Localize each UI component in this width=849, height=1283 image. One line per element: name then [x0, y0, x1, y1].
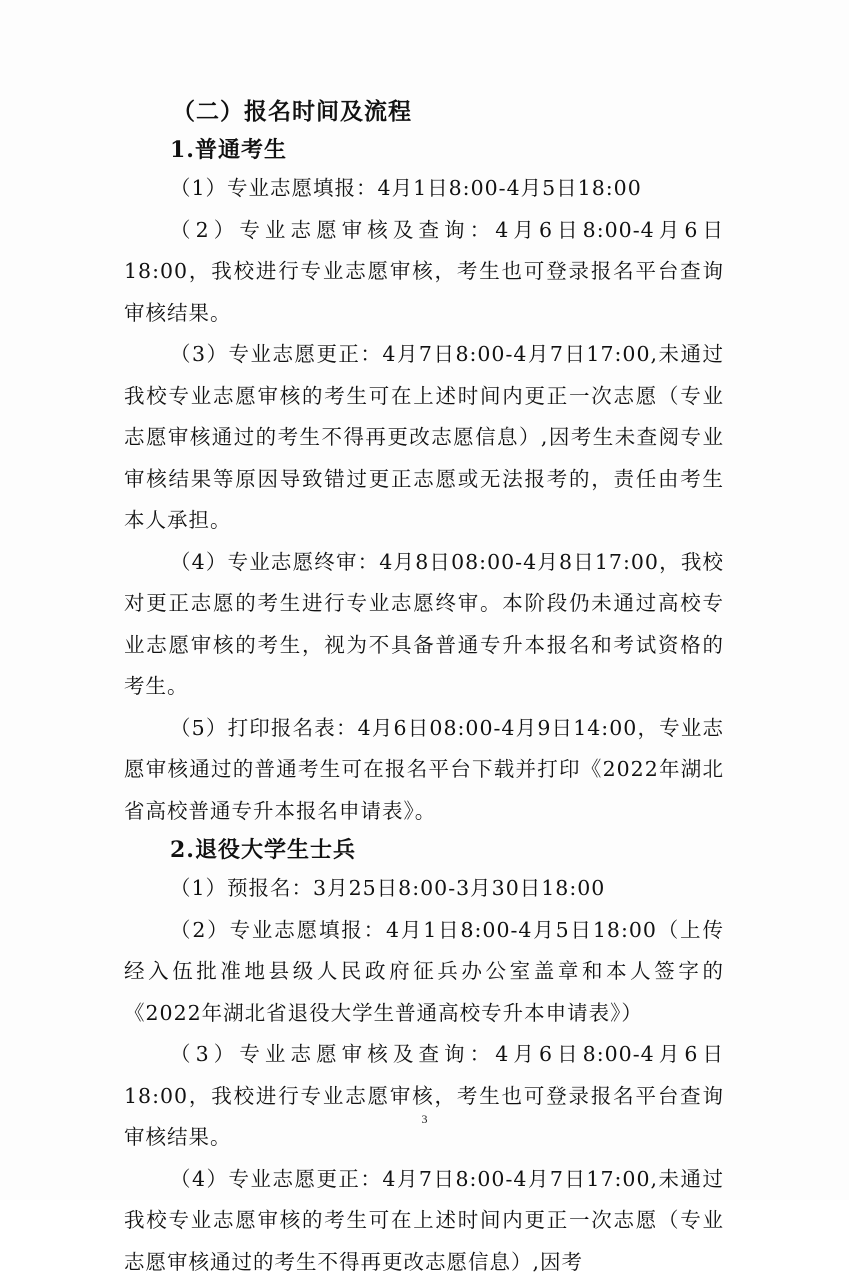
subsection-title-general: 1.普通考生	[170, 132, 724, 168]
paragraph-general-1: （1）专业志愿填报：4月1日8:00-4月5日18:00	[124, 168, 724, 210]
paragraph-general-3: （3）专业志愿更正：4月7日8:00-4月7日17:00,未通过我校专业志愿审核的考生可在上述时间内更正一次志愿（专业志愿审核通过的考生不得再更改志愿信息）,因考生未查阅专业审核结果等原因导致错过更正志愿或无法报考的，责任由考生本人承担。	[124, 334, 724, 542]
paragraph-veteran-1: （1）预报名：3月25日8:00-3月30日18:00	[124, 868, 724, 910]
page-number: 3	[0, 1112, 849, 1127]
document-body	[124, 92, 724, 1283]
paragraph-general-2: （2）专业志愿审核及查询：4月6日8:00-4月6日18:00，我校进行专业志愿审核，考生也可登录报名平台查询审核结果。	[124, 210, 724, 335]
paragraph-veteran-4: （4）专业志愿更正：4月7日8:00-4月7日17:00,未通过我校专业志愿审核的考生可在上述时间内更正一次志愿（专业志愿审核通过的考生不得再更改志愿信息）,因考	[124, 1159, 724, 1283]
paragraph-veteran-2: （2）专业志愿填报：4月1日8:00-4月5日18:00（上传经入伍批准地县级人民政府征兵办公室盖章和本人签字的《2022年湖北省退役大学生普通高校专升本申请表》）	[124, 910, 724, 1035]
section-title: （二）报名时间及流程	[172, 92, 724, 132]
paragraph-general-4: （4）专业志愿终审：4月8日08:00-4月8日17:00，我校对更正志愿的考生进行专业志愿终审。本阶段仍未通过高校专业志愿审核的考生，视为不具备普通专升本报名和考试资格的考生。	[124, 542, 724, 708]
paragraph-veteran-3: （3）专业志愿审核及查询：4月6日8:00-4月6日18:00，我校进行专业志愿审核，考生也可登录报名平台查询审核结果。	[124, 1034, 724, 1159]
paragraph-general-5: （5）打印报名表：4月6日08:00-4月9日14:00，专业志愿审核通过的普通考生可在报名平台下载并打印《2022年湖北省高校普通专升本报名申请表》。	[124, 708, 724, 833]
subsection-title-veteran: 2.退役大学生士兵	[170, 832, 724, 868]
